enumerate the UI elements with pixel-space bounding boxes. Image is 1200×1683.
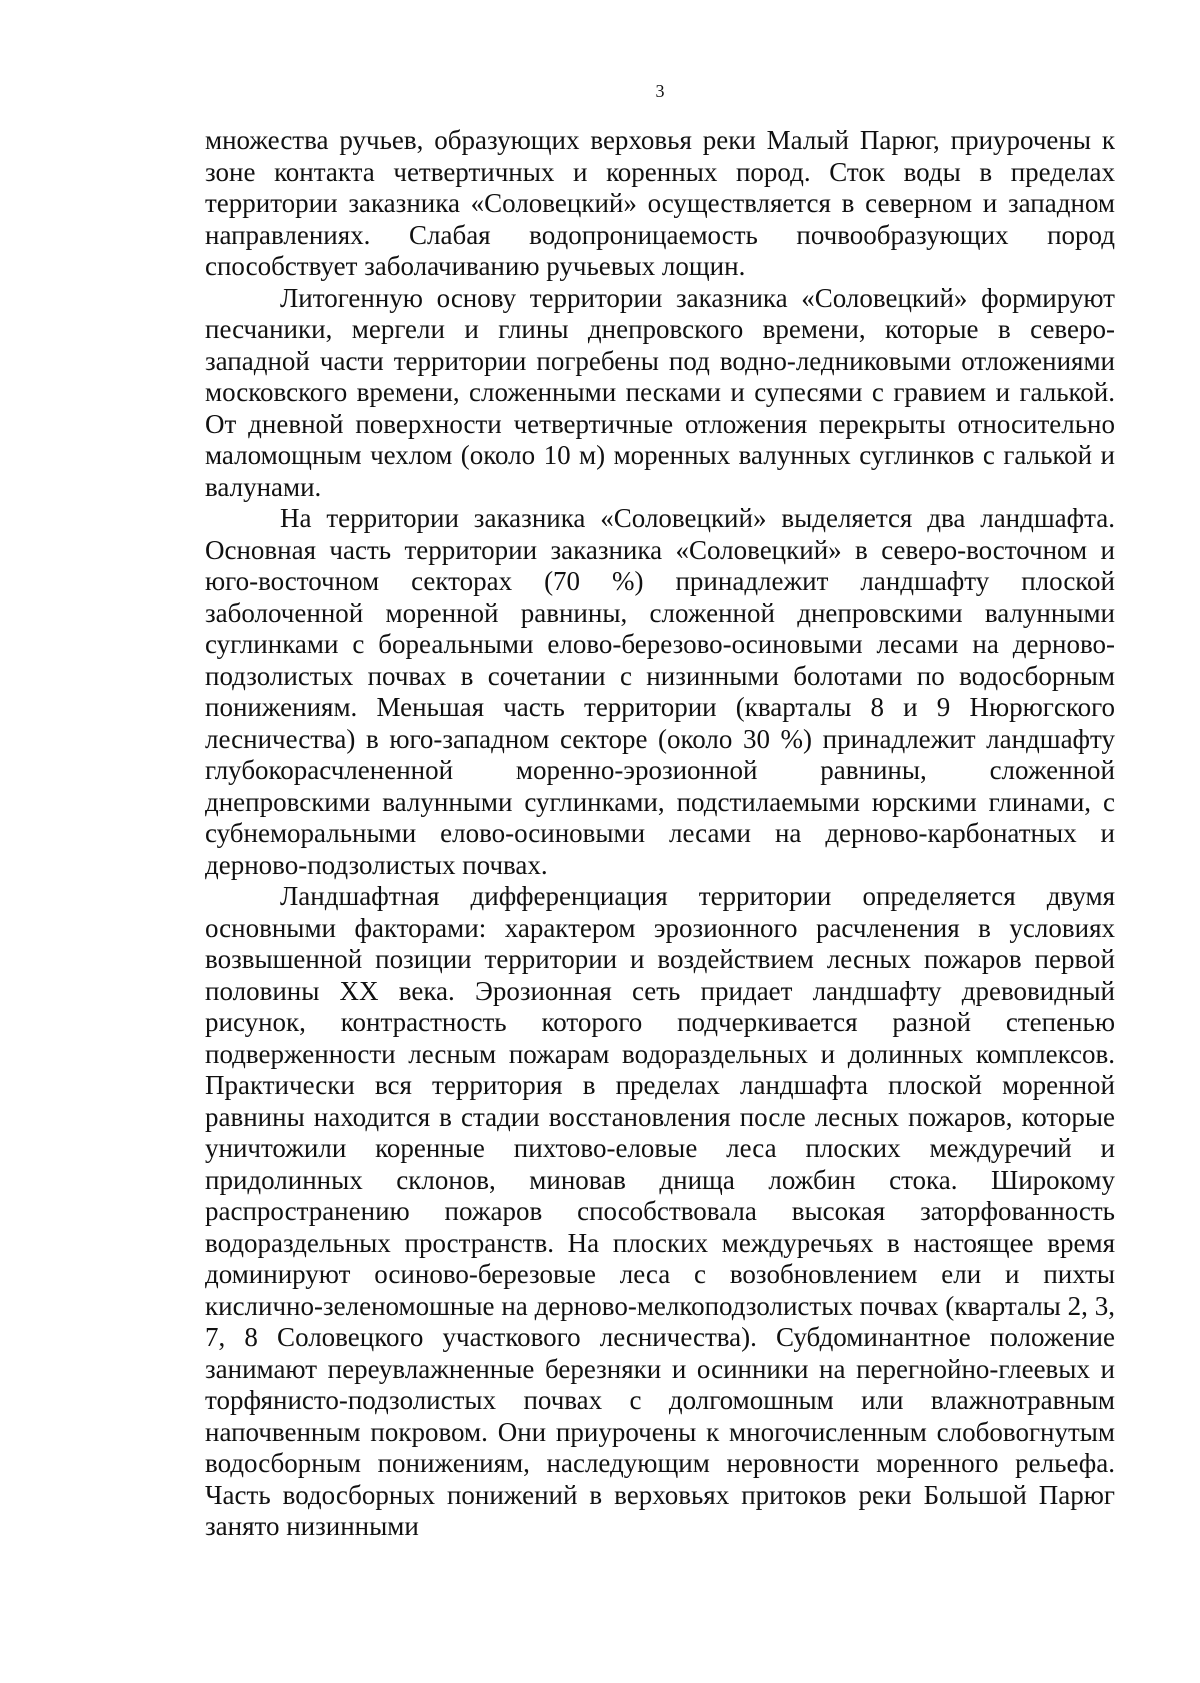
paragraph-lithogenic-basis: Литогенную основу территории заказника «Соловецкий» формируют песчаники, мергели и глины днепровского времени, которые в северо-западной части территории погребены под водно-ледниковыми отложениями московского времени, сложенными песками и супесями с гравием и галькой. От дневной поверхности четвертичные отложения перекрыты относительно маломощным чехлом (около 10 м) моренных валунных суглинков с галькой и валунами. xyxy=(205,282,1115,502)
paragraph-landscape-differentiation: Ландшафтная дифференциация территории определяется двумя основными факторами: характером эрозионного расчленения в условиях возвышенной позиции территории и воздействием лесных пожаров первой половины XX века. Эрозионная сеть придает ландшафту древовидный рисунок, контрастность которого подчеркивается разной степенью подверженности лесным пожарам водораздельных и долинных комплексов. Практически вся территория в пределах ландшафта плоской моренной равнины находится в стадии восстановления после лесных пожаров, которые уничтожили коренные пихтово-еловые леса плоских междуречий и придолинных склонов, миновав днища ложбин стока. Широкому распространению пожаров способствовала высокая заторфованность водораздельных пространств. На плоских междуречьях в настоящее время доминируют осиново-березовые леса с возобновлением ели и пихты кислично-зеленомошные на дерново-мелкоподзолистых почвах (кварталы 2, 3, 7, 8 Соловецкого участкового лесничества). Субдоминантное положение занимают переувлажненные березняки и осинники на перегнойно-глеевых и торфянисто-подзолистых почвах с долгомошным или влажнотравным напочвенным покровом. Они приурочены к многочисленным слобовогнутым водосборным понижениям, наследующим неровности моренного рельефа. Часть водосборных понижений в верховьях притоков реки Большой Парюг занято низинными xyxy=(205,881,1115,1541)
paragraph-continuation: множества ручьев, образующих верховья реки Малый Парюг, приурочены к зоне контакта четвертичных и коренных пород. Сток воды в пределах территории заказника «Соловецкий» осуществляется в северном и западном направлениях. Слабая водопроницаемость почвообразующих пород способствует заболачиванию ручьевых лощин. xyxy=(205,125,1115,281)
paragraph-landscapes: На территории заказника «Соловецкий» выделяется два ландшафта. Основная часть территории заказника «Соловецкий» в северо-восточном и юго-восточном секторах (70 %) принадлежит ландшафту плоской заболоченной моренной равнины, сложенной днепровскими валунными суглинками с бореальными елово-березово-осиновыми лесами на дерново-подзолистых почвах в сочетании с низинными болотами по водосборным понижениям. Меньшая часть территории (кварталы 8 и 9 Нюрюгского лесничества) в юго-западном секторе (около 30 %) принадлежит ландшафту глубокорасчлененной моренно-эрозионной равнины, сложенной днепровскими валунными суглинками, подстилаемыми юрскими глинами, с субнеморальными елово-осиновыми лесами на дерново-карбонатных и дерново-подзолистых почвах. xyxy=(205,503,1115,880)
page-number: 3 xyxy=(655,81,665,101)
document-body xyxy=(205,125,1115,1543)
